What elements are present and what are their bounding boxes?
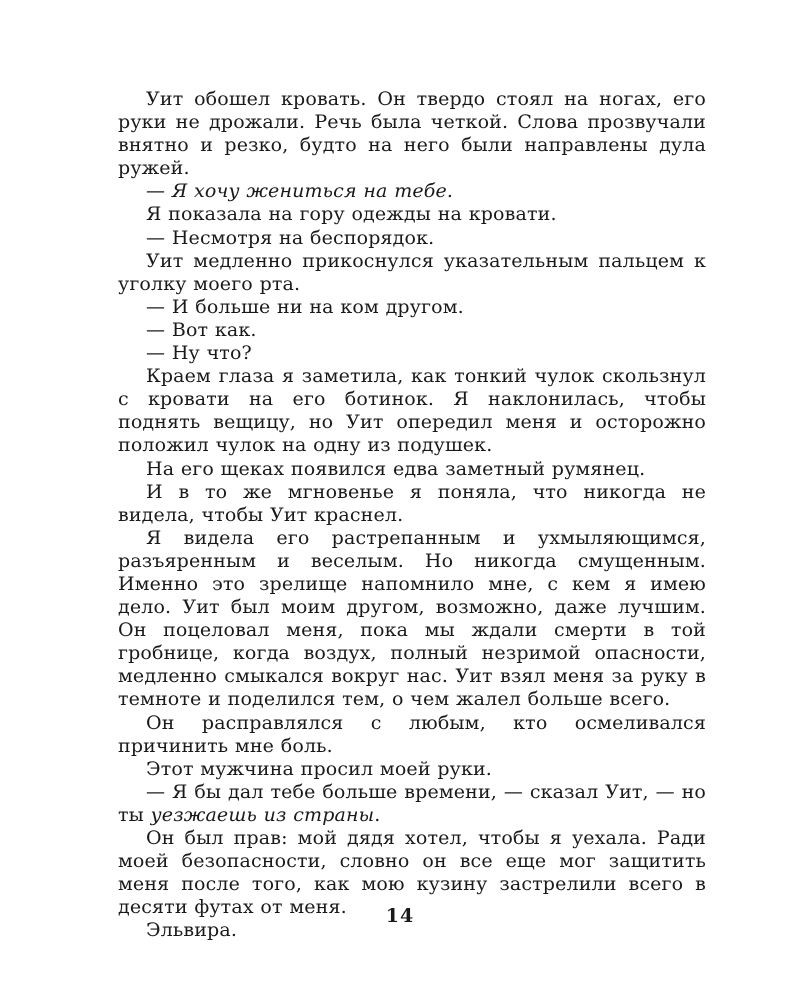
paragraph (118, 527, 706, 712)
text-run: Уит медленно прикоснулся указательным пальцем к уголку моего рта. (118, 249, 706, 295)
text-run: На его щеках появился едва заметный румянец. (146, 457, 646, 480)
text-run: Он был прав: мой дядя хотел, чтобы я уехала. Ради моей безопасности, словно он все еще мог защитить меня после того, как мою кузину застрелили всего в десяти футах от меня. (118, 827, 706, 919)
text-run: И в то же мгновенье я поняла, что никогда не видела, чтобы Уит краснел. (118, 480, 706, 526)
text-run: Краем глаза я заметила, как тонкий чулок скользнул с кровати на его ботинок. Я наклонилась, чтобы поднять вещицу, но Уит опередил меня и осторожно положил чулок на одну из подушек. (118, 365, 706, 457)
text-run: Уит обошел кровать. Он твердо стоял на ногах, его руки не дрожали. Речь была четкой. Слова прозвучали внятно и резко, будто на него были направлены дула ружей. (118, 88, 706, 180)
paragraph (118, 758, 706, 781)
body-text (118, 88, 706, 942)
text-run: Эльвира. (146, 919, 238, 942)
paragraph (118, 458, 706, 481)
paragraph (118, 296, 706, 319)
paragraph (118, 203, 706, 226)
paragraph (118, 712, 706, 758)
paragraph (118, 481, 706, 527)
text-run: Я показала на гору одежды на кровати. (146, 203, 557, 226)
text-run: Он расправлялся с любым, кто осмеливался причинить мне боль. (118, 711, 706, 757)
text-run: Этот мужчина просил моей руки. (146, 757, 492, 780)
text-run: — (146, 180, 172, 203)
text-run: — Несмотря на беспорядок. (146, 226, 435, 249)
text-run: — Я бы дал тебе больше времени, — сказал Уит, — но ты (118, 780, 706, 826)
paragraph (118, 180, 706, 203)
text-run: . (374, 803, 381, 826)
paragraph (118, 365, 706, 457)
paragraph (118, 781, 706, 827)
paragraph (118, 250, 706, 296)
text-run: — И больше ни на ком другом. (146, 295, 464, 318)
italic-text: Я хочу жениться на тебе. (171, 180, 454, 203)
text-run: Я видела его растрепанным и ухмыляющимся, разъяренным и веселым. Но никогда смущенным. Именно это зрелище напомнило мне, с кем я имею дело. Уит был моим другом, возможно, даже лучшим. Он поцеловал меня, пока мы ждали смерти в той гробнице, когда воздух, полный незримой опасности, медленно смыкался вокруг нас. Уит взял меня за руку в темноте и поделился тем, о чем жалел больше всего. (118, 526, 706, 711)
page-number: 14 (385, 905, 415, 927)
italic-text: уезжаешь из страны (150, 803, 375, 826)
text-run: — Вот как. (146, 318, 257, 341)
paragraph (118, 342, 706, 365)
text-run: — Ну что? (146, 342, 252, 365)
paragraph (118, 88, 706, 180)
paragraph (118, 319, 706, 342)
paragraph (118, 227, 706, 250)
